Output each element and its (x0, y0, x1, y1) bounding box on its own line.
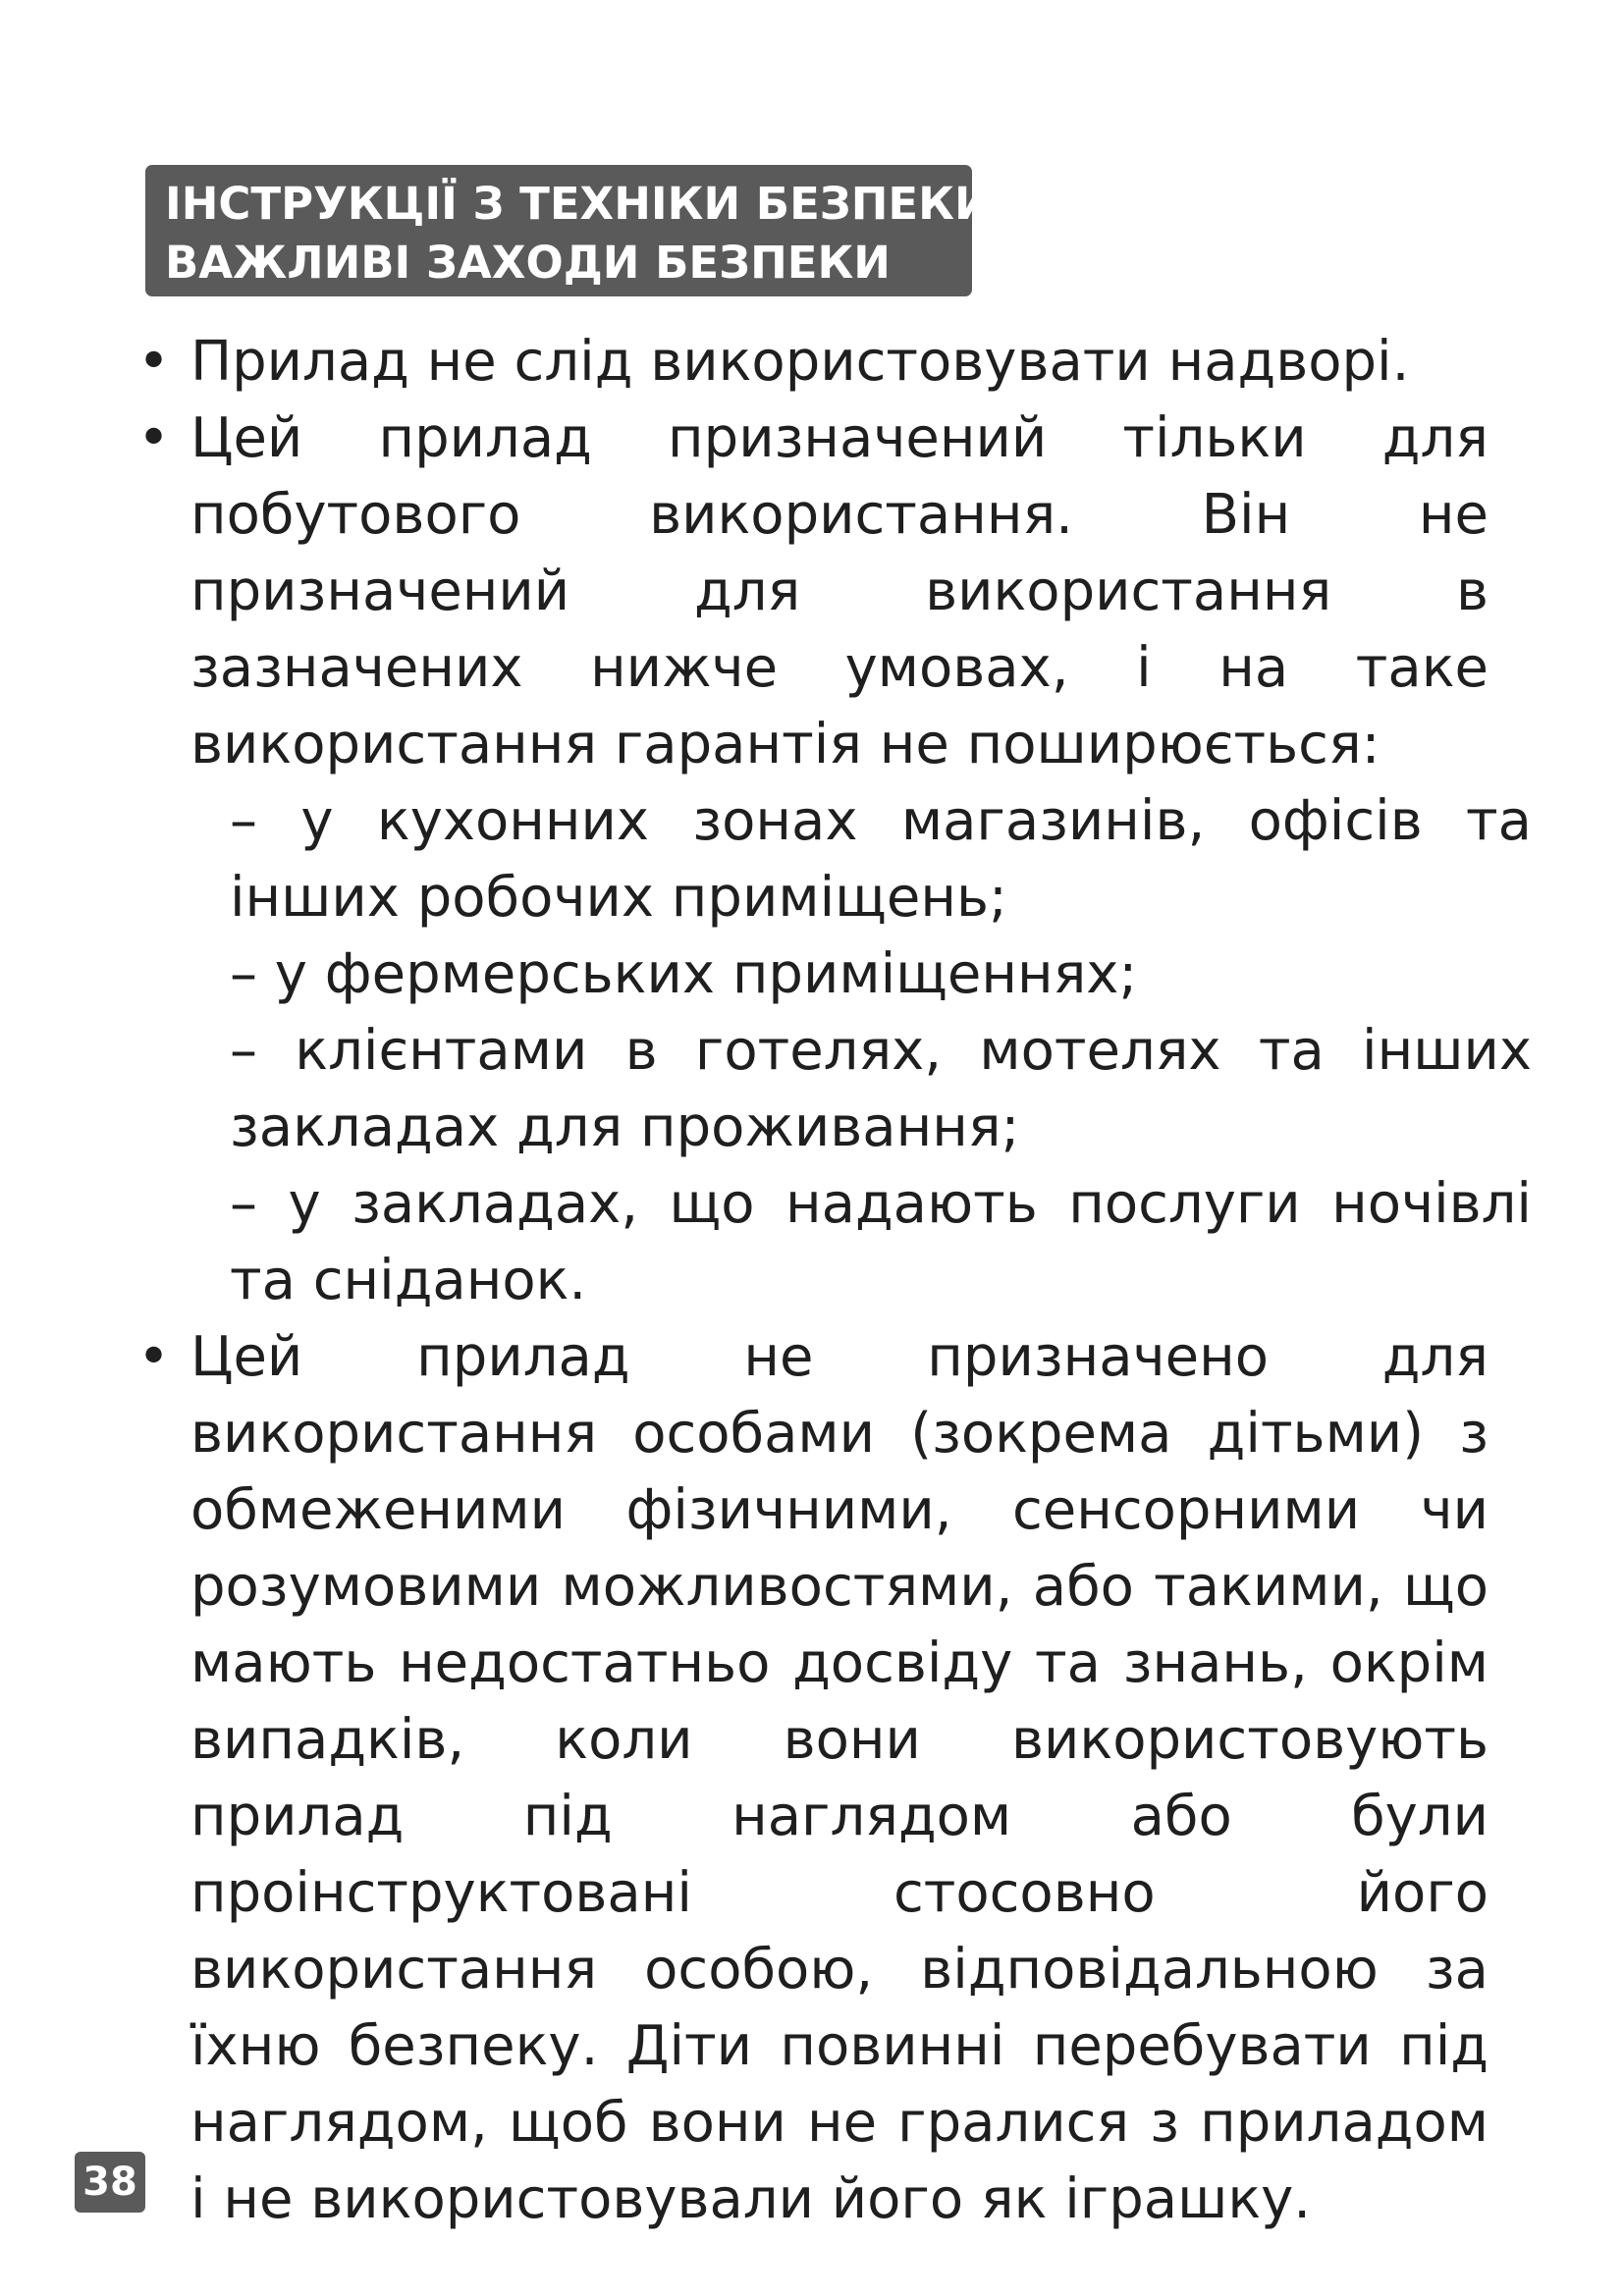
section-subtitle: ВАЖЛИВІ ЗАХОДИ БЕЗПЕКИ (165, 237, 891, 289)
sub-item: – у кухонних зонах магазинів, офісів та інших робочих приміщень; (230, 789, 1532, 930)
section-title: ІНСТРУКЦІЇ З ТЕХНІКИ БЕЗПЕКИ (165, 178, 992, 230)
page-number: 38 (75, 2152, 145, 2213)
bullet-item (137, 400, 1489, 783)
sub-list (137, 783, 1532, 1319)
bullet-icon: • (137, 330, 171, 394)
sub-item: – у закладах, що надають послуги ночівлі та сніданок. (230, 1172, 1532, 1312)
bullet-text: Прилад не слід використовувати надворі. (190, 330, 1410, 394)
sub-item: – клієнтами в готелях, мотелях та інших закладах для проживання; (230, 1019, 1532, 1159)
bullet-item (137, 1319, 1489, 2238)
instructions-body (137, 324, 1532, 2238)
sub-item: – у фермерських приміщеннях; (230, 942, 1138, 1006)
bullet-icon: • (137, 1325, 171, 1389)
bullet-icon: • (137, 406, 171, 470)
bullet-item (137, 324, 1489, 400)
section-header (145, 165, 992, 296)
bullet-text: Цей прилад не призначено для використання особами (зокрема дітьми) з обмеженими фізичними, сенсорними чи розумовими можливостями, або такими, що мають недостатньо досвіду та знань, окрім випадків, коли вони використовують прилад під наглядом або були проінструктовані стосовно його використання особою, відповідальною за їхню безпеку. Діти повинні перебувати під наглядом, щоб вони не гралися з приладом і не використовували його як іграшку. (190, 1325, 1489, 2231)
bullet-text: Цей прилад призначений тільки для побутового використання. Він не призначений для використання в зазначених нижче умовах, і на таке використання гарантія не поширюється: (190, 406, 1489, 776)
